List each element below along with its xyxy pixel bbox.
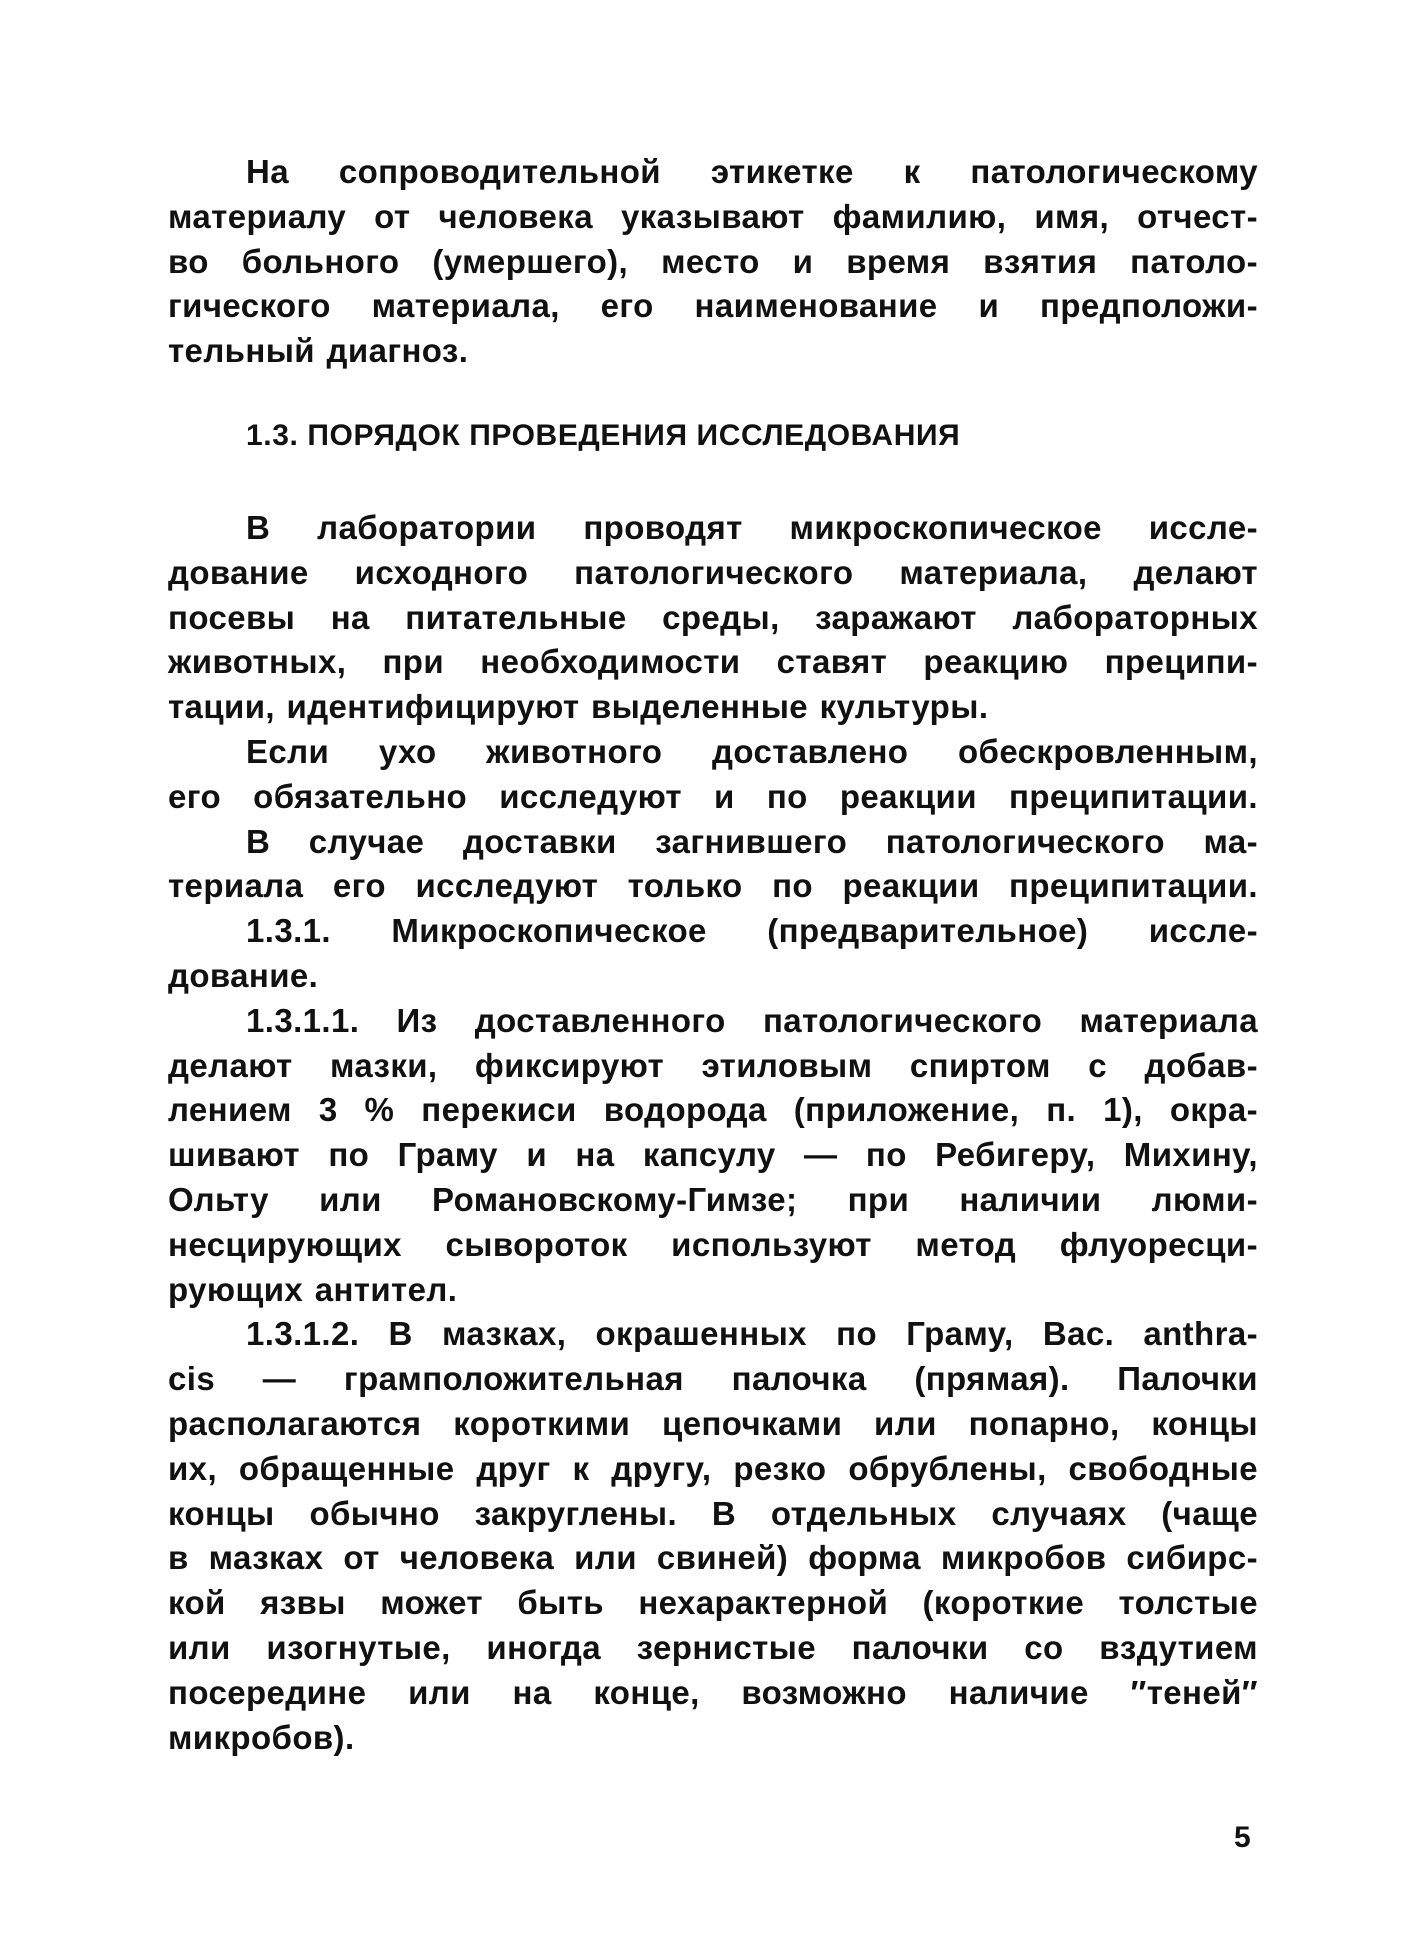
text-line: 1.3.1.2. В мазках, окрашенных по Граму, Bac. anthra- [246,1315,1258,1353]
text-line: гического материала, его наименование и предположи- [168,287,1258,325]
text-line: микробов). [168,1718,355,1756]
text-line: несцирующих сывороток используют метод флуоресци- [168,1225,1258,1263]
text-line: кой язвы может быть нехарактерной (короткие толстые [168,1584,1258,1622]
text-line: дование исходного патологического материала, делают [168,553,1258,591]
text-line: териала его исследуют только по реакции преципитации. [168,867,1258,905]
page-number: 5 [1234,1821,1251,1854]
text-line: располагаются короткими цепочками или попарно, концы [168,1404,1258,1442]
text-line: посевы на питательные среды, заражают лабораторных [168,598,1258,636]
text-line: животных, при необходимости ставят реакцию преципи- [168,643,1258,681]
text-line: Ольту или Романовскому-Гимзе; при наличии люми- [168,1180,1258,1218]
text-line: его обязательно исследуют и по реакции преципитации. [168,777,1258,815]
text-line: В случае доставки загнившего патологического ма- [246,822,1258,860]
text-line: 1.3.1.1. Из доставленного патологического материала [246,1001,1258,1039]
paragraph-1-3-1-2 [168,1312,1258,1760]
text-line: шивают по Граму и на капсулу — по Ребигеру, Михину, [168,1136,1258,1174]
paragraph-1-3-1-1 [168,999,1258,1313]
text-line: в мазках от человека или свиней) форма микробов сибирс- [168,1539,1258,1577]
paragraph-bloodless-ear [168,730,1258,820]
text-line: рующих антител. [168,1270,458,1308]
section-heading: 1.3. ПОРЯДОК ПРОВЕДЕНИЯ ИССЛЕДОВАНИЯ [246,418,961,452]
text-line: их, обращенные друг к другу, резко обрублены, свободные [168,1449,1258,1487]
text-line: тации, идентифицируют выделенные культуры. [168,688,989,726]
paragraph-label-info [168,150,1258,374]
text-line: посередине или на конце, возможно наличие ″теней″ [168,1673,1258,1711]
text-line: тельный диагноз. [168,332,469,370]
text-line: На сопроводительной этикетке к патологическому [246,153,1258,190]
text-line: дование. [168,956,319,994]
text-line: лением 3 % перекиси водорода (приложение, п. 1), окра- [168,1091,1258,1129]
paragraph-rotten-material [168,820,1258,910]
text-line: cis — грамположительная палочка (прямая). Палочки [168,1360,1258,1398]
text-line: или изогнутые, иногда зернистые палочки со вздутием [168,1628,1258,1666]
text-line: во больного (умершего), место и время взятия патоло- [168,242,1258,280]
text-line: материалу от человека указывают фамилию, имя, отчест- [168,197,1258,235]
text-line: 1.3.1. Микроскопическое (предварительное) иссле- [246,912,1258,950]
text-line: Если ухо животного доставлено обескровленным, [246,732,1258,770]
paragraph-subsection-1-3-1 [168,909,1258,999]
text-line: делают мазки, фиксируют этиловым спиртом с добав- [168,1046,1258,1084]
text-line: В лаборатории проводят микроскопическое иссле- [246,508,1258,546]
paragraph-lab-procedure [168,506,1258,730]
text-line: концы обычно закруглены. В отдельных случаях (чаще [168,1494,1258,1532]
text-column [168,150,1258,1760]
